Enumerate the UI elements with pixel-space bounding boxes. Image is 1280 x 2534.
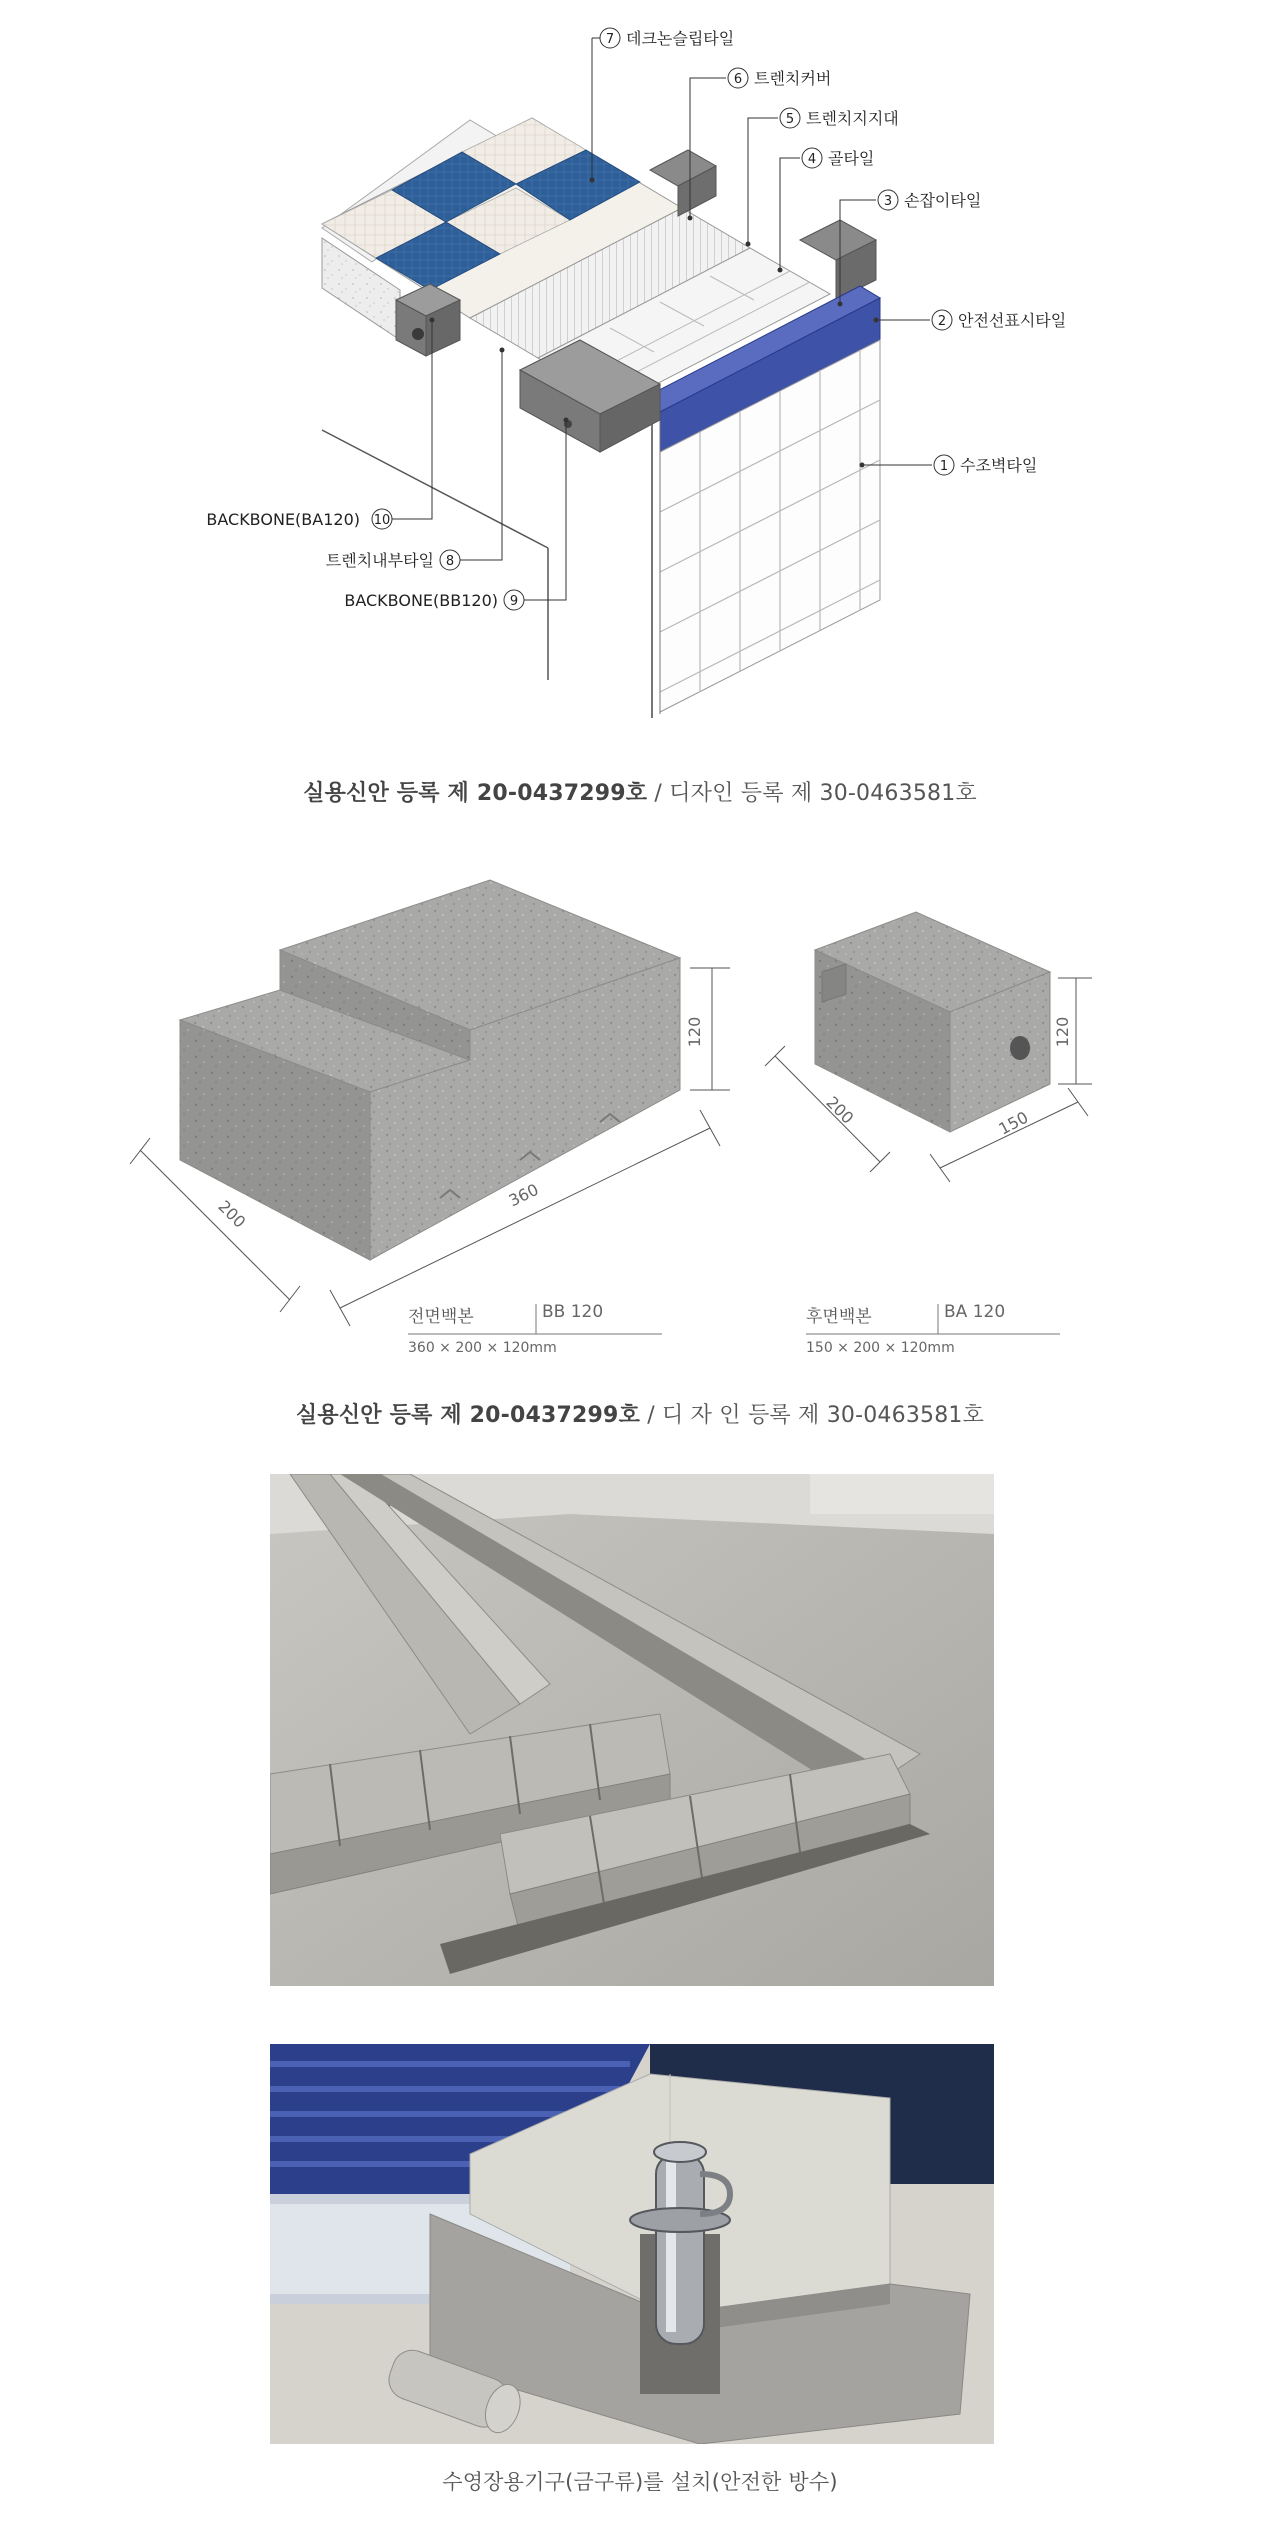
rear-depth-dimension: 200 bbox=[822, 1092, 858, 1128]
callout-2-label: 안전선표시타일 bbox=[958, 311, 1067, 330]
callout-9-label: BACKBONE(BB120) bbox=[344, 591, 498, 610]
callout-4 bbox=[802, 148, 874, 168]
pool-edge-diagram bbox=[0, 0, 1280, 760]
callout-6 bbox=[728, 68, 831, 88]
registration-utility-number-2: 실용신안 등록 제 20-0437299호 bbox=[295, 1403, 641, 1428]
callout-7 bbox=[592, 28, 734, 48]
front-height-dimension: 120 bbox=[685, 1016, 704, 1048]
callout-3-number: 3 bbox=[883, 194, 893, 209]
callout-5-number: 5 bbox=[785, 112, 795, 127]
rear-block-code: BA 120 bbox=[944, 1302, 1006, 1322]
callout-2 bbox=[932, 310, 1066, 330]
callout-7-label: 데크논슬립타일 bbox=[626, 29, 735, 48]
callout-3 bbox=[878, 190, 981, 210]
pool-fitting-photo bbox=[270, 2044, 994, 2444]
registration-caption-1 bbox=[0, 776, 1280, 807]
callout-8-number: 8 bbox=[445, 554, 455, 569]
front-block-code: BB 120 bbox=[542, 1302, 604, 1322]
registration-design-number-2: / 디 자 인 등록 제 30-0463581호 bbox=[640, 1403, 985, 1428]
callout-8-label: 트렌치내부타일 bbox=[325, 551, 434, 570]
callout-2-number: 2 bbox=[937, 314, 947, 329]
callout-4-label: 골타일 bbox=[828, 149, 875, 168]
callout-10-label: BACKBONE(BA120) bbox=[206, 510, 360, 529]
callout-9-number: 9 bbox=[509, 594, 519, 609]
callout-4-number: 4 bbox=[807, 152, 817, 167]
callout-1-label: 수조벽타일 bbox=[960, 456, 1038, 475]
registration-design-number: / 디자인 등록 제 30-0463581호 bbox=[647, 781, 977, 806]
callout-6-label: 트렌치커버 bbox=[754, 69, 832, 88]
callout-6-number: 6 bbox=[733, 72, 743, 87]
registration-utility-number: 실용신안 등록 제 20-0437299호 bbox=[303, 781, 648, 806]
front-block-name: 전면백본 bbox=[408, 1307, 474, 1327]
front-depth-dimension: 200 bbox=[214, 1196, 250, 1232]
rear-height-dimension: 120 bbox=[1053, 1016, 1072, 1048]
front-backbone-block bbox=[180, 880, 680, 1260]
callout-5 bbox=[780, 108, 899, 128]
rear-backbone-block bbox=[815, 912, 1050, 1132]
callout-9 bbox=[344, 590, 524, 610]
rear-block-size: 150 × 200 × 120mm bbox=[806, 1340, 955, 1356]
backbone-blocks-figure bbox=[0, 860, 1280, 1420]
callout-1 bbox=[934, 455, 1037, 475]
callout-5-label: 트렌치지지대 bbox=[806, 109, 899, 128]
callout-10-number: 10 bbox=[373, 513, 391, 528]
front-length-dimension: 360 bbox=[505, 1179, 542, 1211]
fitting-caption: 수영장용기구(금구류)를 설치(안전한 방수) bbox=[442, 2470, 838, 2494]
trench-installation-photo bbox=[270, 1474, 994, 1986]
callout-10 bbox=[206, 509, 392, 529]
callout-3-label: 손잡이타일 bbox=[904, 191, 982, 210]
rear-block-name: 후면백본 bbox=[806, 1307, 872, 1327]
callout-1-number: 1 bbox=[939, 459, 949, 474]
callout-8 bbox=[326, 550, 460, 570]
callout-7-number: 7 bbox=[605, 32, 615, 47]
registration-caption-2 bbox=[0, 1398, 1280, 1429]
rear-width-dimension: 150 bbox=[995, 1107, 1032, 1139]
front-block-size: 360 × 200 × 120mm bbox=[408, 1340, 557, 1356]
